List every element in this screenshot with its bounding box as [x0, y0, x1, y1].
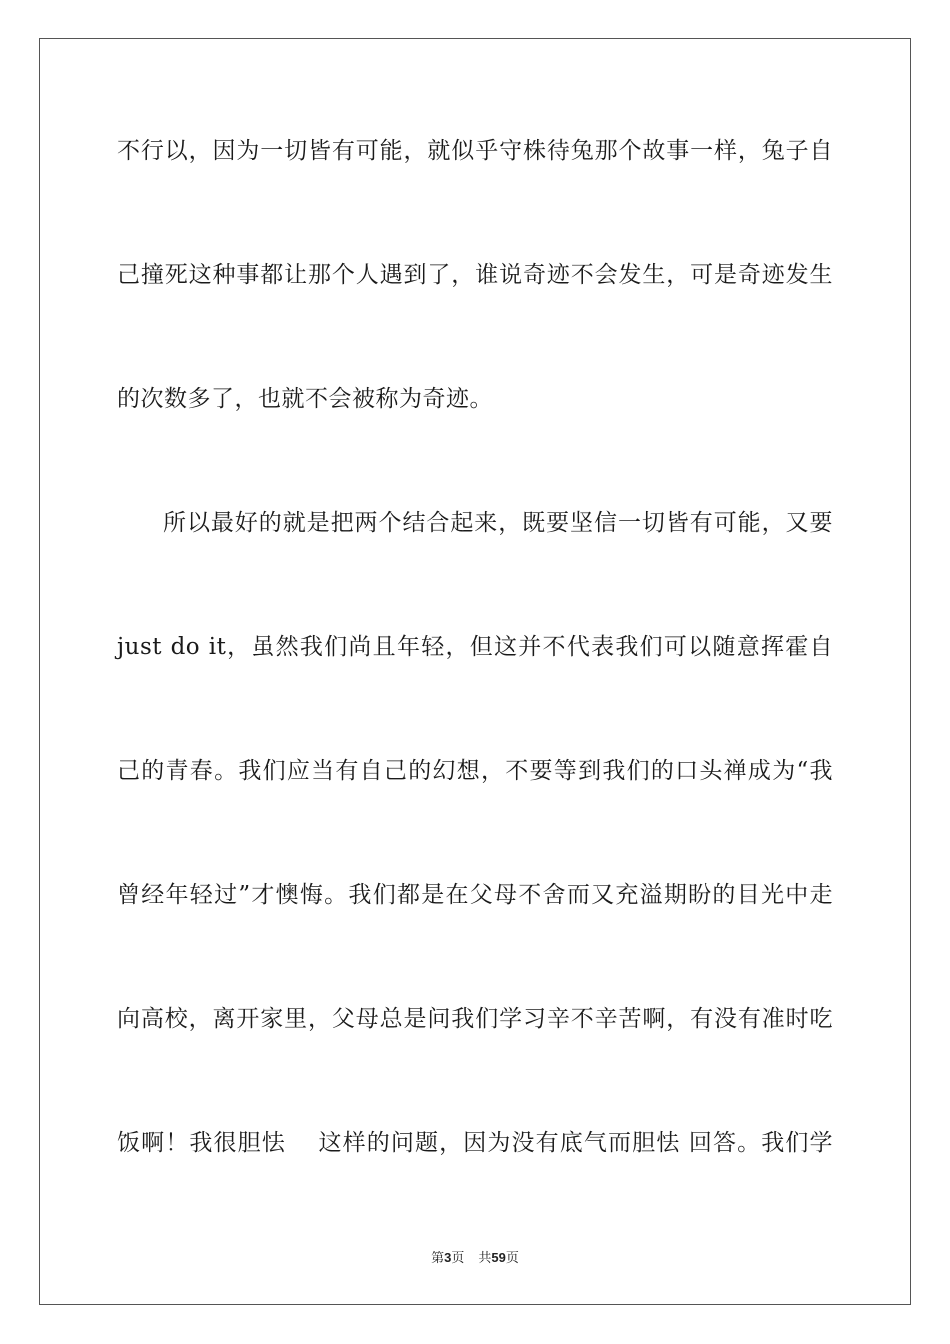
text-line-2: 己撞死这种事都让那个人遇到了，谁说奇迹不会发生，可是奇迹发生 — [117, 262, 833, 288]
page-prefix: 第 — [431, 1251, 445, 1266]
page-footer — [0, 1247, 950, 1266]
text-line-8: 向高校，离开家里，父母总是问我们学习辛不辛苦啊，有没有准时吃 — [117, 1006, 833, 1032]
total-prefix: 共 — [478, 1251, 492, 1266]
text-line-3: 的次数多了，也就不会被称为奇迹。 — [117, 386, 493, 412]
total-suffix: 页 — [505, 1251, 519, 1266]
total-pages: 59 — [491, 1250, 506, 1265]
text-line-6: 己的青春。我们应当有自己的幻想，不要等到我们的口头禅成为“我 — [117, 758, 833, 784]
text-line-9: 饭啊！我很胆怯 这样的问题，因为没有底气而胆怯 回答。我们学 — [117, 1130, 833, 1156]
page-number: 3 — [444, 1250, 452, 1265]
text-line-7: 曾经年轻过”才懊悔。我们都是在父母不舍而又充溢期盼的目光中走 — [117, 882, 833, 908]
text-line-5: just do it，虽然我们尚且年轻，但这并不代表我们可以随意挥霍自 — [117, 634, 833, 660]
text-line-4: 所以最好的就是把两个结合起来，既要坚信一切皆有可能，又要 — [163, 510, 833, 536]
page-border — [39, 38, 911, 1305]
text-line-1: 不行以，因为一切皆有可能，就似乎守株待兔那个故事一样，兔子自 — [117, 138, 833, 164]
page-suffix: 页 — [451, 1251, 465, 1266]
